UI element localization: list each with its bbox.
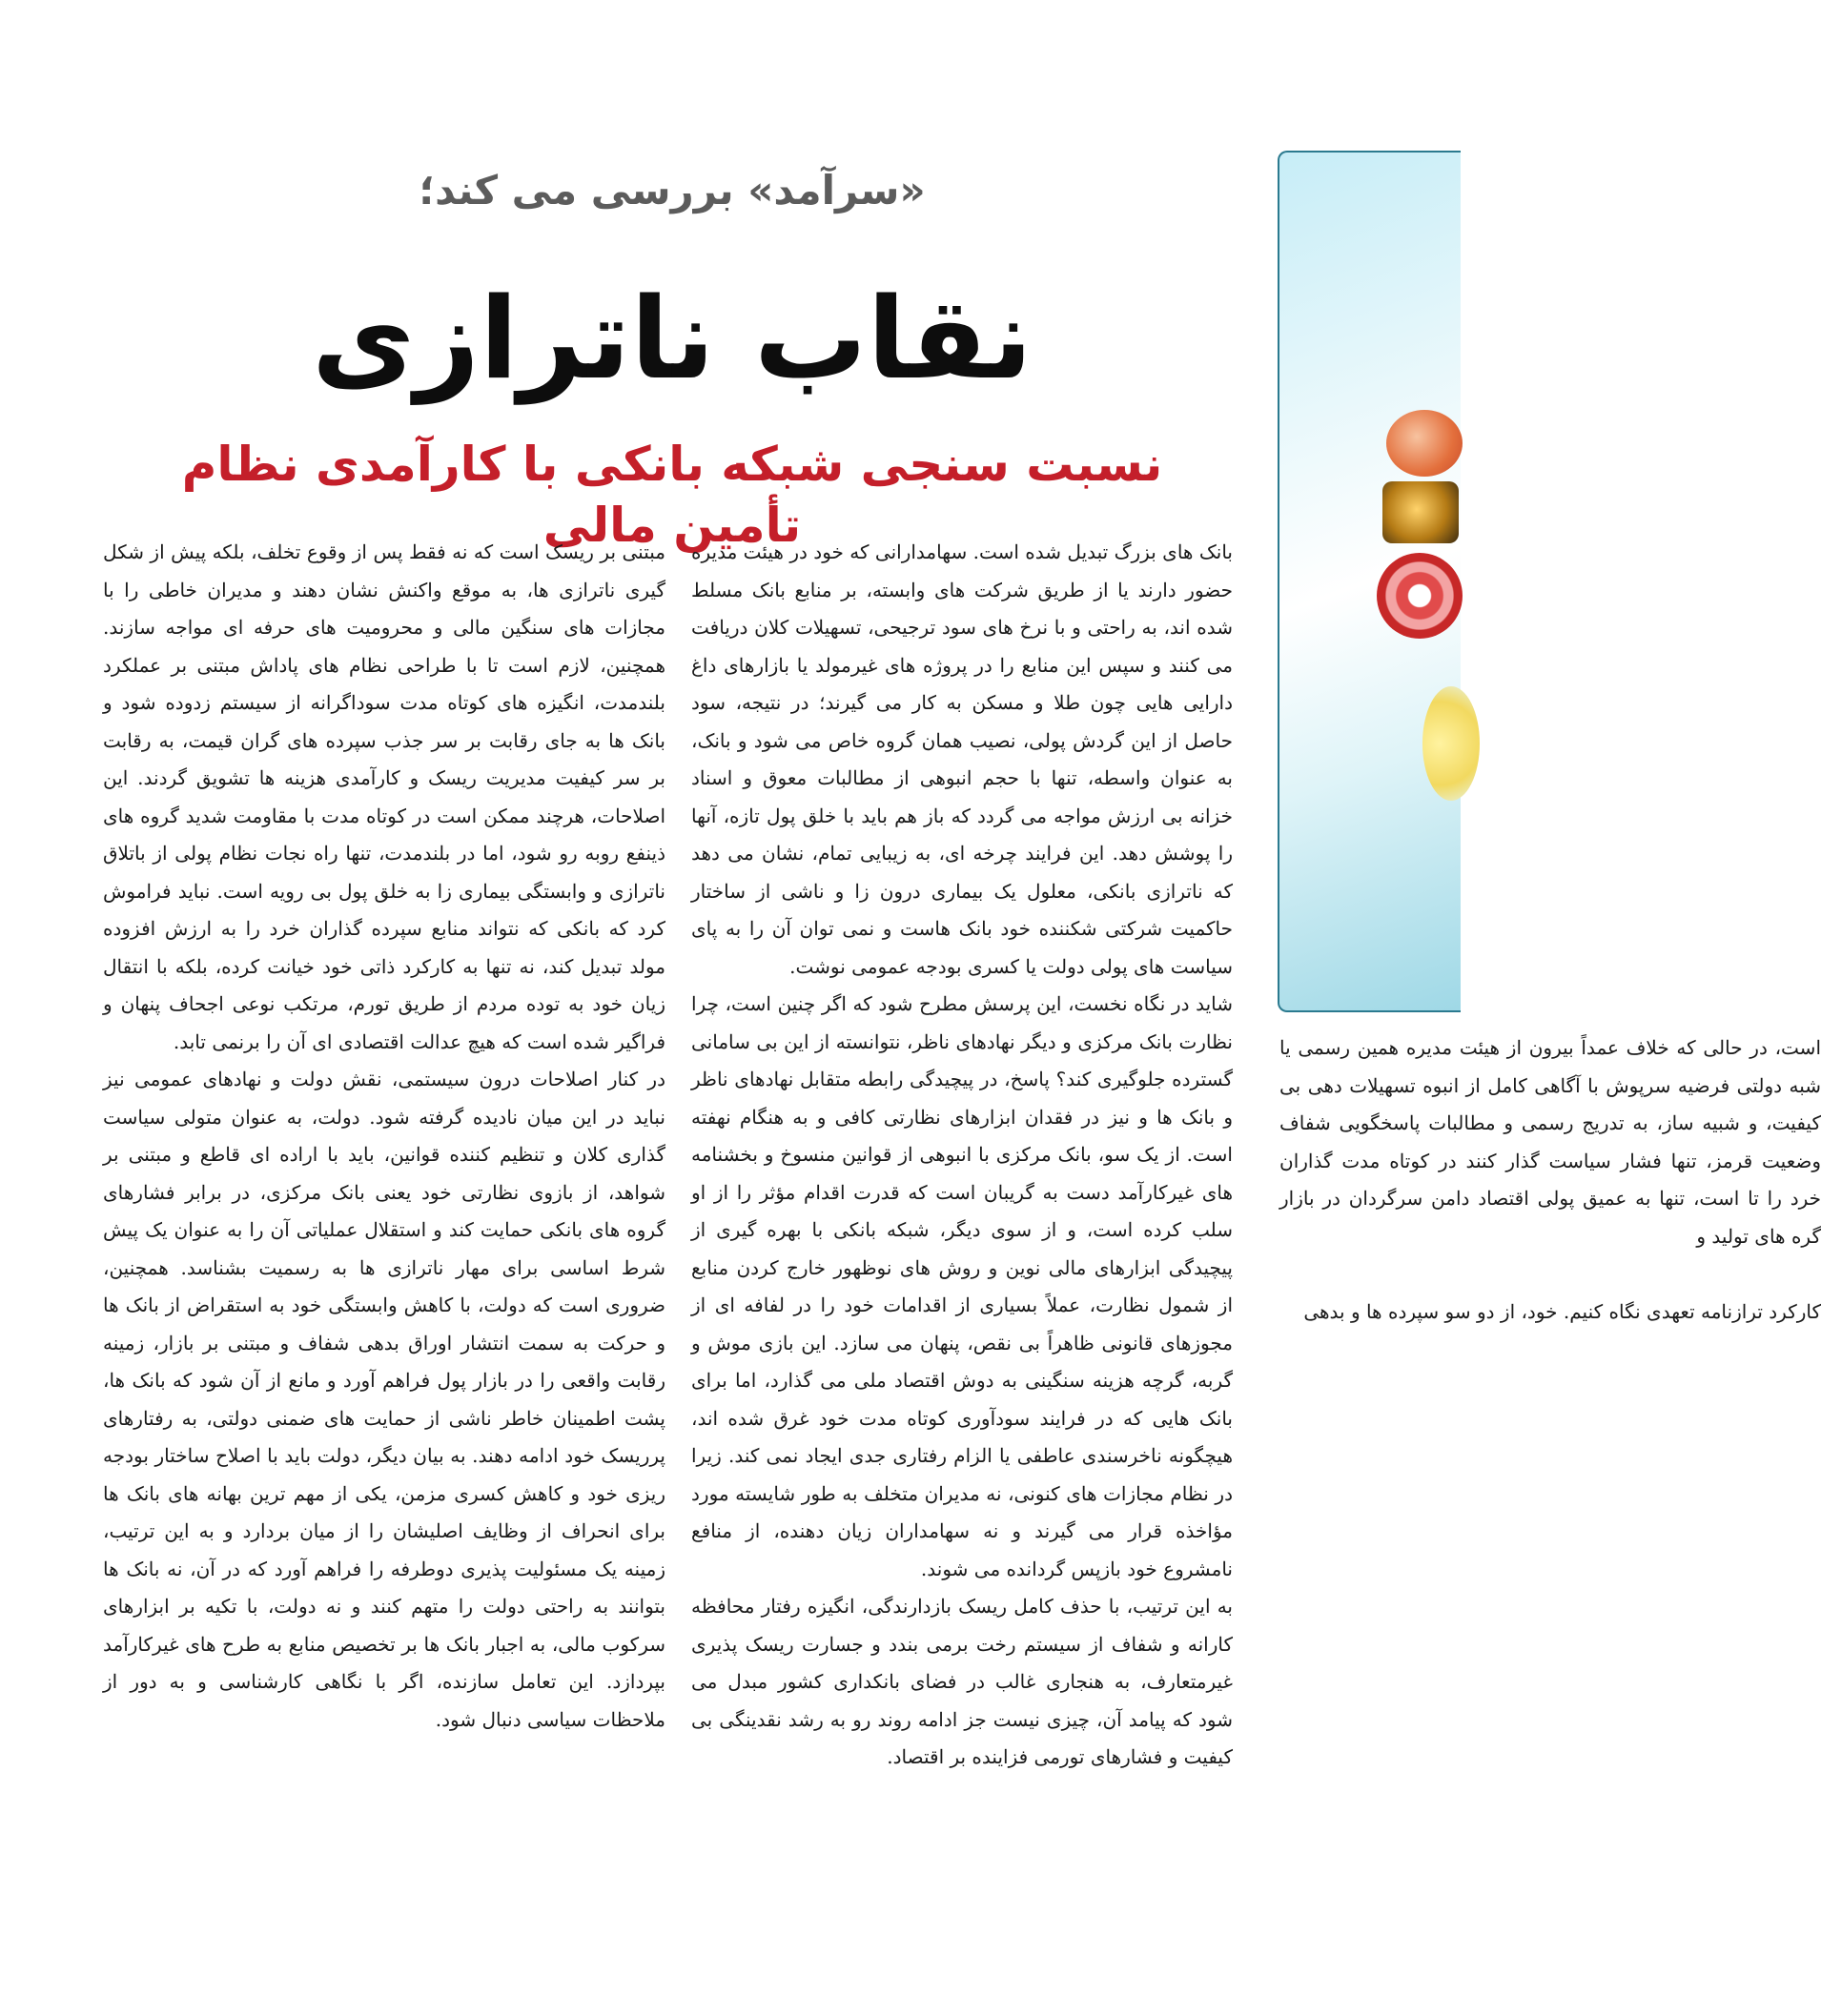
bank-logo-graphic — [1382, 481, 1459, 543]
article-headline: نقاب ناترازی — [311, 273, 1033, 404]
article-subheadline: نسبت سنجی شبکه بانکی با کارآمدی نظام تأمین مالی — [181, 437, 1163, 553]
paragraph: کارکرد ترازنامه تعهدی نگاه کنیم. خود، از دو سو سپرده ها و بدهی — [1303, 1299, 1821, 1323]
article-kicker: «سرآمد» بررسی می کند؛ — [419, 167, 926, 214]
paragraph: به این ترتیب، با حذف کامل ریسک بازدارندگی، انگیزه رفتار محافظه کارانه و شفاف از سیستم رخت برمی بندد و جسارت ریسک پذیری غیرمتعارف، به هنجاری غالب در فضای بانکداری کشور مبدل می شود که پیامد آن، چیزی نیست جز ادامه روند رو به رشد نقدینگی بی کیفیت و فشارهای تورمی فزاینده بر اقتصاد. — [691, 1595, 1233, 1768]
adjacent-article-fragment — [1278, 1029, 1821, 2016]
coin-graphic — [1377, 553, 1463, 639]
article-column-left — [103, 534, 665, 2016]
illustration-image — [1278, 151, 1461, 1012]
paragraph: بانک های بزرگ تبدیل شده است. سهامدارانی که خود در هیئت مدیره حضور دارند یا از طریق شرکت های وابسته، بر منابع بانک مسلط شده اند، به راحتی و با نرخ های سود ترجیحی، تسهیلات کلان دریافت می کنند و سپس این منابع را در پروژه های غیرمولد یا بازارهای داغ دارایی هایی چون طلا و مسکن به کار می گیرند؛ در نتیجه، سود حاصل از این گردش پولی، نصیب همان گروه خاص می شود و بانک، به عنوان واسطه، تنها با حجم انبوهی از مطالبات معوق و اسناد خزانه بی ارزش مواجه می گردد که باز هم باید با خلق پول تازه، آنها را پوشش دهد. این فرایند چرخه ای، به زیبایی تمام، نشان می دهد که ناترازی بانکی، معلول یک بیماری درون زا و ناشی از ساختار حاکمیت شرکتی شکننده خود بانک هاست و نمی توان آن را به پای سیاست های پولی دولت یا کسری بودجه عمومی نوشت. — [691, 540, 1234, 978]
paragraph: در کنار اصلاحات درون سیستمی، نقش دولت و نهادهای عمومی نیز نباید در این میان نادیده گرفته شود. دولت، به عنوان متولی سیاست گذاری کلان و تنظیم کننده قوانین، باید با اراده ای قاطع و مبتنی بر شواهد، از بازوی نظارتی خود یعنی بانک مرکزی، در برابر فشارهای گروه های بانکی حمایت کند و استقلال عملیاتی آن را به عنوان یک پیش شرط اساسی برای مهار ناترازی ها به رسمیت بشناسد. همچنین، ضروری است که دولت، با کاهش وابستگی خود به استقراض از بانک ها و حرکت به سمت انتشار اوراق بدهی شفاف و مبتنی بر بازار، زمینه رقابت واقعی را در بازار پول فراهم آورد و مانع از آن شود که بانک ها، پشت اطمینان خاطر ناشی از حمایت های ضمنی دولتی، به رفتارهای پرریسک خود ادامه دهند. به بیان دیگر، دولت باید با اصلاح ساختار بودجه ریزی خود و کاهش کسری مزمن، یکی از مهم ترین بهانه های بانک ها برای انحراف از وظایف اصلیشان را از میان بردارد و به این ترتیب، زمینه یک مسئولیت پذیری دوطرفه را فراهم آورد که در آن، نه بانک ها بتوانند به راحتی دولت را متهم کنند و نه دولت، با تکیه بر ابزارهای سرکوب مالی، به اجبار بانک ها بر تخصیص منابع به طرح های غیرکارآمد بپردازد. این تعامل سازنده، اگر با نگاهی کارشناسی و به دور از ملاحظات سیاسی دنبال شود. — [103, 1068, 665, 1731]
coin-graphic — [1386, 410, 1463, 477]
paragraph: مبتنی بر ریسک است که نه فقط پس از وقوع تخلف، بلکه پیش از شکل گیری ناترازی ها، به موقع واکنش نشان دهند و مدیران خاطی را با مجازات های سنگین مالی و محرومیت های حرفه ای مواجه سازند. همچنین، لازم است تا با طراحی نظام های پاداش مبتنی بر عملکرد بلندمدت، انگیزه های کوتاه مدت سوداگرانه از سیستم زدوده شود و بانک ها به جای رقابت بر سر جذب سپرده های گران قیمت، به رقابت بر سر کیفیت مدیریت ریسک و کارآمدی هزینه ها تشویق گردند. این اصلاحات، هرچند ممکن است در کوتاه مدت با مقاومت شدید گروه های ذینفع روبه رو شود، اما در بلندمدت، تنها راه نجات نظام پولی از باتلاق ناترازی و وابستگی بیماری زا به خلق پول بی رویه است. نباید فراموش کرد که بانکی که نتواند منابع سپرده گذاران خرد را به ارزش افزوده مولد تبدیل کند، نه تنها به کارکرد ذاتی خود خیانت کرده، بلکه با انتقال زیان خود به توده مردم از طریق تورم، مرتکب نوعی اجحاف پنهان و فراگیر شده است که هیچ عدالت اقتصادی ای آن را برنمی تابد. — [103, 540, 665, 1053]
light-glow-graphic — [1422, 686, 1480, 801]
article-column-right — [691, 534, 1233, 2016]
paragraph: شاید در نگاه نخست، این پرسش مطرح شود که اگر چنین است، چرا نظارت بانک مرکزی و دیگر نهادهای ناظر، نتوانسته از این بی سامانی گسترده جلوگیری کند؟ پاسخ، در پیچیدگی رابطه متقابل نهادهای ناظر و بانک ها و نیز در فقدان ابزارهای نظارتی کافی و به هنگام نهفته است. از یک سو، بانک مرکزی با انبوهی از قوانین منسوخ و بخشنامه های غیرکارآمد دست به گریبان است که قدرت اقدام مؤثر را از او سلب کرده است، و از سوی دیگر، شبکه بانکی با بهره گیری از پیچیدگی ابزارهای مالی نوین و روش های نوظهور خارج کردن منابع از شمول نظارت، عملاً بسیاری از اقدامات خود را در لفافه ای از مجوزهای قانونی ظاهراً بی نقص، پنهان می سازد. این بازی موش و گربه، گرچه هزینه سنگینی به دوش اقتصاد ملی می گذارد، اما برای بانک هایی که در فرایند سودآوری کوتاه مدت خود غرق شده اند، هیچگونه ناخرسندی عاطفی یا الزام رفتاری جدی ایجاد نمی کند. زیرا در نظام مجازات های کنونی، نه مدیران متخلف به طور شایسته مورد مؤاخذه قرار می گیرند و نه سهامداران زیان دهنده، از منافع نامشروع خود بازپس گردانده می شوند. — [691, 992, 1233, 1580]
paragraph: است، در حالی که خلاف عمداً بیرون از هیئت مدیره همین رسمی یا شبه دولتی فرضیه سرپوش با آگاهی کامل از انبوه تسهیلات دهی بی کیفیت، و شبیه ساز، به تدریج رسمی و مطالبات پاسخگویی شفاف وضعیت قرمز، تنها فشار سیاست گذار کنند در کوتاه مدت گذاران خرد را تا است، تنها به عمیق پولی اقتصاد دامن سرگردان در بازار گره های تولید و — [1279, 1036, 1821, 1248]
